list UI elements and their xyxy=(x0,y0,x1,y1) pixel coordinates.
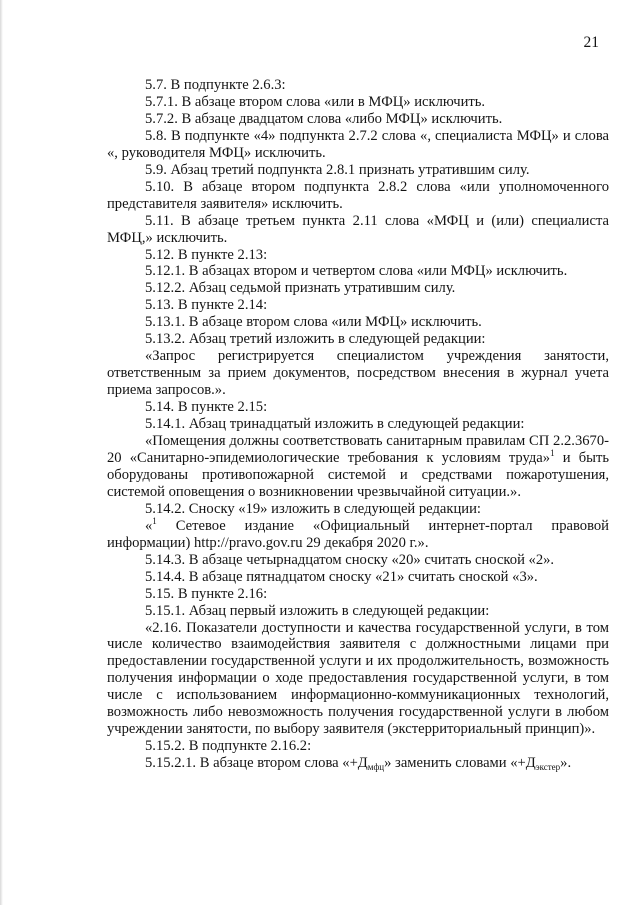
paragraph: 5.14. В пункте 2.15: xyxy=(145,399,268,416)
text-run: 5.15.2.1. В абзаце втором слова «+Д xyxy=(145,755,368,772)
text-run: ». xyxy=(560,755,572,772)
footnote-mark: 1 xyxy=(550,447,555,458)
paragraph: 5.11. В абзаце третьем пункта 2.11 слова «МФЦ и (или) специалиста МФЦ,» исключить. xyxy=(107,212,609,246)
footnote-mark: 1 xyxy=(152,515,157,526)
page-number: 21 xyxy=(583,34,599,51)
subscript: мфц xyxy=(367,762,385,773)
paragraph: 5.12.1. В абзацах втором и четвертом слова «или МФЦ» исключить. xyxy=(145,263,568,280)
paragraph: 5.14.2. Сноску «19» изложить в следующей редакции: xyxy=(145,500,481,517)
text-run: и быть оборудованы противопожарной системой и средствами пожаротушения, системой оповещения о возникновении чрезвычайной ситуации.». xyxy=(107,449,609,500)
paragraph: 5.15. В пункте 2.16: xyxy=(145,585,268,602)
paragraph: 5.8. В подпункте «4» подпункта 2.7.2 слова «, специалиста МФЦ» и слова «, руководителя МФЦ» исключить. xyxy=(107,127,609,161)
paragraph: 5.7.1. В абзаце втором слова «или в МФЦ» исключить. xyxy=(145,93,486,110)
paragraph: 5.14.3. В абзаце четырнадцатом сноску «20» считать сноской «2». xyxy=(145,551,555,568)
text-run: » заменить словами «+Д xyxy=(384,755,536,772)
paragraph: «2.16. Показатели доступности и качества государственной услуги, в том числе количество взаимодействия заявителя с должностными лицами при предоставлении государственной услуги и их продолжительность, возможность получения информации о ходе предоставления государственной услуги, в том числе с использованием информационно-коммуникационных технологий, возможность либо невозможность получения государственной услуги в любом учреждении занятости, по выбору заявителя (экстерриториальный принцип)». xyxy=(107,619,609,738)
paragraph: 5.14.1. Абзац тринадцатый изложить в следующей редакции: xyxy=(145,416,525,433)
paragraph: 5.7. В подпункте 2.6.3: xyxy=(145,77,286,93)
paragraph: «Запрос регистрируется специалистом учреждения занятости, ответственным за прием документов, посредством внесения в журнал учета приема запросов.». xyxy=(107,348,609,399)
paragraph: 5.13. В пункте 2.14: xyxy=(145,297,268,314)
paragraph: 5.7.2. В абзаце двадцатом слова «либо МФЦ» исключить. xyxy=(145,110,503,127)
paragraph: 5.14.4. В абзаце пятнадцатом сноску «21» считать сноской «3». xyxy=(145,568,538,585)
paragraph: 5.15.1. Абзац первый изложить в следующей редакции: xyxy=(145,602,490,619)
paragraph: 5.13.1. В абзаце втором слова «или МФЦ» исключить. xyxy=(145,314,482,331)
text-run: Сетевое издание «Официальный интернет-портал правовой информации) http://pravo.gov.ru 29 декабря 2020 г.». xyxy=(107,517,609,551)
paragraph: 5.15.2. В подпункте 2.16.2: xyxy=(145,738,312,755)
scan-edge xyxy=(0,0,3,905)
paragraph: 5.12.2. Абзац седьмой признать утратившим силу. xyxy=(145,280,456,297)
text-run: «Помещения должны соответствовать санитарным правилам СП 2.2.3670-20 «Санитарно-эпидемиологические требования к условиям труда» xyxy=(107,433,609,466)
paragraph: 5.12. В пункте 2.13: xyxy=(145,246,268,263)
paragraph: 5.13.2. Абзац третий изложить в следующей редакции: xyxy=(145,331,486,348)
text-run: « xyxy=(145,517,153,534)
paragraph: 5.10. В абзаце втором подпункта 2.8.2 слова «или уполномоченного представителя заявителя» исключить. xyxy=(107,178,609,212)
paragraph xyxy=(107,433,609,501)
paragraph xyxy=(107,755,609,772)
paragraph: 5.9. Абзац третий подпункта 2.8.1 признать утратившим силу. xyxy=(145,161,530,178)
paragraph xyxy=(107,515,609,552)
subscript: экстер xyxy=(535,762,561,773)
document-body xyxy=(107,77,609,772)
